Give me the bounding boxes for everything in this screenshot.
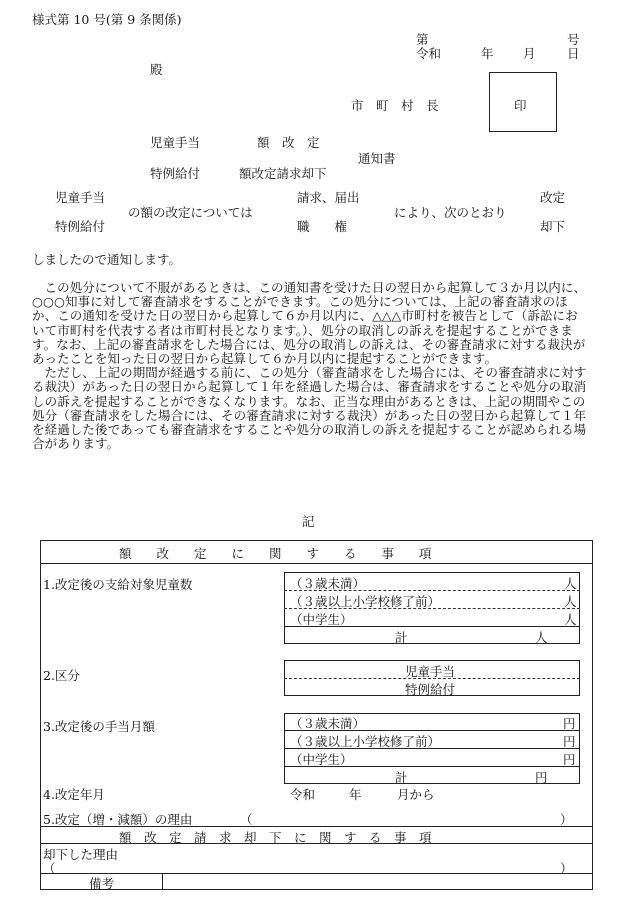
title-special-benefit: 特例給付 xyxy=(150,166,201,181)
item2-option-special-benefit: 特例給付 xyxy=(405,682,456,697)
item1-under3-unit: 人 xyxy=(564,576,577,591)
form-number: 様式第 10 号(第 9 条関係) xyxy=(32,12,182,27)
section-rejection-header: 額 改 定 請 求 却 下 に 関 す る 事 項 xyxy=(119,830,432,845)
date-era: 令和 xyxy=(416,46,442,61)
document-number-label: 第 xyxy=(416,32,429,47)
item4-month-from: 月から xyxy=(397,787,435,802)
item5-label: 5.改定（増・減額）の理由 xyxy=(43,812,193,827)
document-number-suffix: 号 xyxy=(567,32,580,47)
lead-childcare-allowance: 児童手当 xyxy=(55,190,106,205)
seal-label: 印 xyxy=(514,98,527,113)
title-amount-revision: 額 改 定 xyxy=(257,135,320,150)
item3-junior-high-unit: 円 xyxy=(563,752,576,767)
rejection-reason-label: 却下した理由 xyxy=(43,847,119,862)
remarks-label: 備考 xyxy=(89,876,115,891)
item1-label: 1.改定後の支給対象児童数 xyxy=(43,577,193,592)
item2-label: 2.区分 xyxy=(43,668,80,683)
title-revision-request-rejection: 額改定請求却下 xyxy=(239,166,327,181)
appeal-notice xyxy=(32,281,588,451)
item4-label: 4.改定年月 xyxy=(43,787,105,802)
lead-revise: 改定 xyxy=(540,190,566,205)
item1-total-label: 計 xyxy=(395,630,408,645)
divider xyxy=(40,826,593,827)
section-revision-header: 額 改 定 に 関 す る 事 項 xyxy=(119,546,432,561)
item4-era: 令和 xyxy=(290,787,316,802)
ki-marker: 記 xyxy=(302,514,315,529)
date-day: 日 xyxy=(567,46,580,61)
title-notice: 通知書 xyxy=(358,151,396,166)
item3-total-unit: 円 xyxy=(535,770,548,785)
item2-option-childcare-allowance: 児童手当 xyxy=(405,664,456,679)
item3-3to-primary-label: （３歳以上小学校修了前） xyxy=(290,734,441,749)
item1-3to-primary-label: （３歳以上小学校修了前） xyxy=(290,594,441,609)
lead-special-benefit: 特例給付 xyxy=(55,219,106,234)
appeal-notice-paragraph-2: ただし、上記の期間が経過する前に、この処分（審査請求をした場合には、その審査請求に対する裁決）があった日の翌日から起算して１年を経過した場合は、審査請求をすることや処分の取消しの訴えを提起することができなくなります。なお、正当な理由があるときは、上記の期間やこの処分（審査請求をした場合には、その審査請求に対する裁決）があった日の翌日から起算して１年を経過した後であっても審査請求をすることや処分の取消しの訴えを提起することが認められる場合があります。 xyxy=(32,365,587,452)
lead-middle-text-2: により、次のとおり xyxy=(394,205,507,220)
date-month: 月 xyxy=(523,46,536,61)
lead-request-notification: 請求、届出 xyxy=(297,190,360,205)
lead-reject: 却下 xyxy=(540,219,566,234)
item1-junior-high-unit: 人 xyxy=(564,612,577,627)
divider xyxy=(40,843,593,844)
divider xyxy=(162,873,163,890)
issuer-title: 市 町 村 長 xyxy=(351,98,439,113)
item3-3to-primary-unit: 円 xyxy=(563,734,576,749)
title-childcare-allowance: 児童手当 xyxy=(150,135,201,150)
appeal-notice-paragraph-1: この処分について不服があるときは、この通知書を受けた日の翌日から起算して３か月以内に、○○○知事に対して審査請求をすることができます。この処分については、上記の審査請求のほか、この通知を受けた日の翌日から起算して６か月以内に、△△△市町村を被告として（訴訟において市町村を代表する者は市町村長となります。）、処分の取消しの訴えを提起することができます。なお、上記の審査請求をした場合には、処分の取消しの訴えは、その審査請求に対する裁決があったことを知った日の翌日から起算して６か月以内に提起することができます。 xyxy=(32,280,587,367)
divider xyxy=(40,563,593,564)
item1-total-unit: 人 xyxy=(535,630,548,645)
lead-middle-text: の額の改定については xyxy=(128,205,253,220)
item3-junior-high-label: （中学生） xyxy=(290,752,353,767)
item5-close-paren: ） xyxy=(560,812,573,827)
item3-under3-label: （３歳未満） xyxy=(290,716,366,731)
lead-ex-officio: 職 権 xyxy=(297,219,348,234)
item1-junior-high-label: （中学生） xyxy=(290,612,353,627)
lead-closing: しましたので通知します。 xyxy=(32,252,182,267)
divider xyxy=(40,873,593,874)
rejection-reason-close-paren: ） xyxy=(560,861,573,876)
item1-3to-primary-unit: 人 xyxy=(564,594,577,609)
item3-under3-unit: 円 xyxy=(563,716,576,731)
addressee-suffix: 殿 xyxy=(150,62,163,77)
item4-year: 年 xyxy=(349,787,362,802)
item1-under3-label: （３歳未満） xyxy=(290,576,366,591)
rejection-reason-open-paren: （ xyxy=(43,861,56,876)
item5-open-paren: （ xyxy=(240,812,253,827)
item3-label: 3.改定後の手当月額 xyxy=(43,719,155,734)
item3-total-label: 計 xyxy=(395,770,408,785)
date-year: 年 xyxy=(481,46,494,61)
